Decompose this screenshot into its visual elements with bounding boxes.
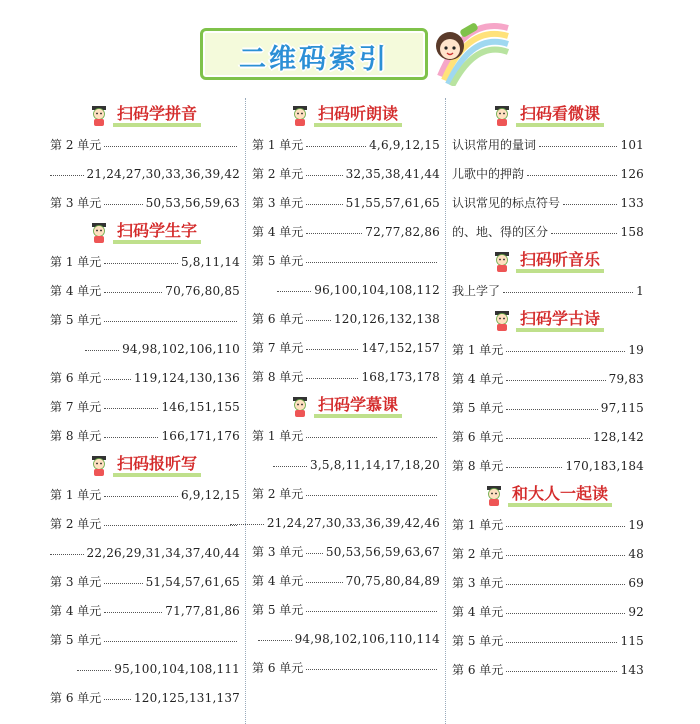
index-entry	[252, 333, 440, 362]
entry-label: 第 7 单元	[50, 400, 102, 414]
index-entry	[252, 362, 440, 391]
leader-dots	[104, 437, 158, 438]
index-entry	[50, 596, 240, 625]
index-entry	[50, 363, 240, 392]
index-entry	[252, 130, 440, 159]
entry-pages: 94,98,102,106,110	[122, 341, 240, 356]
index-entry	[452, 626, 644, 655]
leader-dots	[50, 554, 84, 555]
entry-label: 第 3 单元	[452, 576, 504, 590]
entry-pages: 94,98,102,106,110,114	[294, 631, 440, 646]
entry-pages: 19	[628, 517, 644, 532]
leader-dots	[104, 408, 158, 409]
section-header	[252, 102, 440, 130]
entry-pages: 168,173,178	[361, 369, 440, 384]
entry-label: 第 4 单元	[50, 604, 102, 618]
leader-dots	[563, 204, 617, 205]
section-title: 和大人一起读	[508, 485, 612, 507]
entry-label: 第 3 单元	[252, 196, 304, 210]
entry-pages: 4,6,9,12,15	[369, 137, 440, 152]
index-entry	[50, 683, 240, 712]
entry-pages: 115	[620, 633, 644, 648]
section-header	[452, 102, 644, 130]
index-entry	[50, 421, 240, 450]
leader-dots	[306, 582, 342, 583]
cartoon-child-icon	[484, 485, 504, 507]
entry-label: 第 2 单元	[252, 167, 304, 181]
index-entry	[452, 364, 644, 393]
index-entry	[252, 566, 440, 595]
entry-label: 第 6 单元	[252, 661, 304, 675]
leader-dots	[506, 642, 617, 643]
index-entry	[452, 188, 644, 217]
index-entry-continuation	[50, 654, 240, 683]
entry-label: 第 5 单元	[252, 603, 304, 617]
entry-label: 第 4 单元	[252, 225, 304, 239]
entry-label: 第 6 单元	[452, 663, 504, 677]
entry-label: 第 3 单元	[50, 196, 102, 210]
index-entry	[452, 451, 644, 480]
column-divider	[445, 98, 446, 724]
index-entry	[50, 480, 240, 509]
entry-label: 第 6 单元	[50, 371, 102, 385]
leader-dots	[306, 437, 437, 438]
leader-dots	[506, 380, 605, 381]
entry-label: 第 1 单元	[252, 138, 304, 152]
index-banner	[200, 28, 428, 80]
leader-dots	[306, 262, 437, 263]
index-column-2	[252, 100, 440, 682]
entry-pages: 147,152,157	[361, 340, 440, 355]
section-title: 扫码学慕课	[314, 396, 402, 418]
index-entry	[252, 246, 440, 275]
leader-dots	[506, 351, 625, 352]
entry-label: 第 2 单元	[50, 138, 102, 152]
leader-dots	[277, 291, 311, 292]
index-entry	[252, 188, 440, 217]
entry-label: 第 1 单元	[252, 429, 304, 443]
leader-dots	[539, 146, 617, 147]
leader-dots	[506, 526, 625, 527]
index-entry	[452, 655, 644, 684]
leader-dots	[104, 321, 237, 322]
entry-label: 第 8 单元	[50, 429, 102, 443]
entry-pages: 1	[636, 283, 644, 298]
entry-label: 第 1 单元	[452, 343, 504, 357]
leader-dots	[104, 641, 237, 642]
index-entry	[252, 595, 440, 624]
section-title: 扫码看微课	[516, 105, 604, 127]
entry-pages: 51,54,57,61,65	[145, 574, 240, 589]
entry-pages: 50,53,56,59,63,67	[325, 544, 440, 559]
entry-label: 第 1 单元	[50, 255, 102, 269]
leader-dots	[527, 175, 617, 176]
leader-dots	[104, 583, 142, 584]
index-column-3	[452, 100, 644, 684]
leader-dots	[306, 669, 437, 670]
cartoon-child-icon	[492, 310, 512, 332]
entry-label: 第 2 单元	[252, 487, 304, 501]
section-header	[252, 393, 440, 421]
leader-dots	[77, 670, 111, 671]
entry-pages: 51,55,57,61,65	[345, 195, 440, 210]
entry-label: 第 2 单元	[452, 547, 504, 561]
entry-pages: 95,100,104,108,111	[114, 661, 240, 676]
leader-dots	[306, 553, 323, 554]
index-entry	[50, 509, 240, 538]
entry-pages: 120,125,131,137	[133, 690, 240, 705]
leader-dots	[85, 350, 119, 351]
entry-label: 第 1 单元	[452, 518, 504, 532]
entry-label: 第 4 单元	[452, 605, 504, 619]
index-column-1	[50, 100, 240, 712]
index-entry	[50, 625, 240, 654]
entry-label: 的、地、得的区分	[452, 225, 549, 239]
index-entry	[452, 393, 644, 422]
leader-dots	[506, 613, 625, 614]
entry-label: 第 5 单元	[452, 634, 504, 648]
entry-label: 第 8 单元	[452, 459, 504, 473]
index-entry-continuation	[252, 508, 440, 537]
entry-label: 第 6 单元	[452, 430, 504, 444]
entry-pages: 50,53,56,59,63	[145, 195, 240, 210]
cartoon-child-icon	[290, 396, 310, 418]
index-entry-continuation	[50, 334, 240, 363]
entry-label: 第 6 单元	[252, 312, 304, 326]
entry-label: 第 5 单元	[452, 401, 504, 415]
leader-dots	[506, 409, 598, 410]
cartoon-child-icon	[89, 105, 109, 127]
entry-pages: 92	[628, 604, 644, 619]
index-entry	[252, 304, 440, 333]
section-title: 扫码听音乐	[516, 251, 604, 273]
entry-pages: 70,75,80,84,89	[345, 573, 440, 588]
index-entry	[252, 653, 440, 682]
leader-dots	[306, 349, 358, 350]
index-entry	[452, 568, 644, 597]
entry-pages: 21,24,27,30,33,36,39,42	[86, 166, 240, 181]
leader-dots	[104, 699, 131, 700]
leader-dots	[104, 525, 237, 526]
entry-pages: 146,151,155	[161, 399, 240, 414]
leader-dots	[50, 175, 84, 176]
leader-dots	[273, 466, 307, 467]
index-entry	[452, 159, 644, 188]
entry-label: 儿歌中的押韵	[452, 167, 525, 181]
leader-dots	[104, 292, 162, 293]
entry-label: 第 5 单元	[50, 313, 102, 327]
entry-label: 第 8 单元	[252, 370, 304, 384]
entry-pages: 128,142	[592, 429, 644, 444]
leader-dots	[306, 233, 362, 234]
entry-label: 认识常用的量词	[452, 138, 537, 152]
index-entry	[252, 217, 440, 246]
leader-dots	[306, 204, 342, 205]
entry-pages: 48	[628, 546, 644, 561]
index-entry	[452, 597, 644, 626]
leader-dots	[104, 379, 131, 380]
cartoon-child-icon	[492, 251, 512, 273]
leader-dots	[506, 671, 617, 672]
index-entry-continuation	[50, 159, 240, 188]
index-entry	[452, 217, 644, 246]
index-entry	[50, 188, 240, 217]
index-entry-continuation	[50, 538, 240, 567]
leader-dots	[104, 496, 178, 497]
leader-dots	[306, 175, 342, 176]
entry-label: 第 2 单元	[50, 517, 102, 531]
entry-pages: 79,83	[608, 371, 644, 386]
entry-pages: 96,100,104,108,112	[314, 282, 440, 297]
entry-label: 第 3 单元	[50, 575, 102, 589]
section-title: 扫码学古诗	[516, 310, 604, 332]
page-title: 二维码索引	[239, 44, 389, 75]
entry-pages: 21,24,27,30,33,36,39,42,46	[266, 515, 440, 530]
entry-label: 第 6 单元	[50, 691, 102, 705]
index-entry	[252, 421, 440, 450]
section-title: 扫码报听写	[113, 455, 201, 477]
entry-pages: 170,183,184	[565, 458, 644, 473]
leader-dots	[506, 438, 590, 439]
entry-pages: 32,35,38,41,44	[345, 166, 440, 181]
leader-dots	[104, 146, 237, 147]
index-entry-continuation	[252, 450, 440, 479]
entry-pages: 22,26,29,31,34,37,40,44	[86, 545, 240, 560]
leader-dots	[104, 204, 142, 205]
cartoon-child-icon	[89, 455, 109, 477]
index-entry	[50, 247, 240, 276]
leader-dots	[506, 467, 562, 468]
leader-dots	[506, 555, 625, 556]
leader-dots	[306, 611, 437, 612]
index-entry	[50, 392, 240, 421]
section-header	[452, 482, 644, 510]
index-entry	[452, 539, 644, 568]
leader-dots	[258, 640, 292, 641]
index-entry	[452, 335, 644, 364]
section-header	[452, 307, 644, 335]
index-entry	[452, 510, 644, 539]
entry-pages: 72,77,82,86	[365, 224, 440, 239]
entry-label: 我上学了	[452, 284, 501, 298]
entry-pages: 119,124,130,136	[133, 370, 240, 385]
index-entry	[252, 479, 440, 508]
entry-pages: 166,171,176	[161, 428, 240, 443]
entry-pages: 69	[628, 575, 644, 590]
index-entry	[452, 130, 644, 159]
index-entry	[252, 537, 440, 566]
leader-dots	[503, 292, 633, 293]
index-entry	[50, 130, 240, 159]
index-entry-continuation	[252, 624, 440, 653]
entry-label: 第 5 单元	[252, 254, 304, 268]
entry-pages: 6,9,12,15	[180, 487, 240, 502]
index-entry	[252, 159, 440, 188]
index-entry	[50, 276, 240, 305]
section-header	[452, 248, 644, 276]
section-header	[50, 452, 240, 480]
section-title: 扫码学生字	[113, 222, 201, 244]
entry-label: 第 3 单元	[252, 545, 304, 559]
entry-label: 第 4 单元	[252, 574, 304, 588]
girl-rainbow-illustration	[420, 6, 510, 86]
entry-pages: 126	[620, 166, 644, 181]
leader-dots	[306, 378, 358, 379]
entry-pages: 158	[620, 224, 644, 239]
entry-pages: 3,5,8,11,14,17,18,20	[310, 457, 440, 472]
entry-pages: 19	[628, 342, 644, 357]
leader-dots	[306, 495, 437, 496]
entry-pages: 101	[620, 137, 644, 152]
entry-pages: 71,77,81,86	[165, 603, 240, 618]
leader-dots	[306, 146, 366, 147]
entry-label: 第 1 单元	[50, 488, 102, 502]
leader-dots	[306, 320, 331, 321]
index-entry-continuation	[252, 275, 440, 304]
cartoon-child-icon	[89, 222, 109, 244]
leader-dots	[506, 584, 625, 585]
entry-label: 第 4 单元	[50, 284, 102, 298]
leader-dots	[104, 263, 178, 264]
leader-dots	[551, 233, 617, 234]
entry-pages: 5,8,11,14	[180, 254, 240, 269]
index-entry	[452, 276, 644, 305]
entry-label: 第 5 单元	[50, 633, 102, 647]
cartoon-child-icon	[492, 105, 512, 127]
entry-pages: 133	[620, 195, 644, 210]
index-entry	[50, 567, 240, 596]
index-entry	[50, 305, 240, 334]
index-entry	[452, 422, 644, 451]
leader-dots	[230, 524, 264, 525]
section-title: 扫码听朗读	[314, 105, 402, 127]
entry-pages: 143	[620, 662, 644, 677]
cartoon-child-icon	[290, 105, 310, 127]
entry-label: 第 7 单元	[252, 341, 304, 355]
leader-dots	[104, 612, 162, 613]
column-divider	[245, 98, 246, 724]
entry-label: 第 4 单元	[452, 372, 504, 386]
entry-label: 认识常见的标点符号	[452, 196, 561, 210]
entry-pages: 70,76,80,85	[165, 283, 240, 298]
section-header	[50, 219, 240, 247]
entry-pages: 120,126,132,138	[333, 311, 440, 326]
section-header	[50, 102, 240, 130]
entry-pages: 97,115	[600, 400, 644, 415]
section-title: 扫码学拼音	[113, 105, 201, 127]
